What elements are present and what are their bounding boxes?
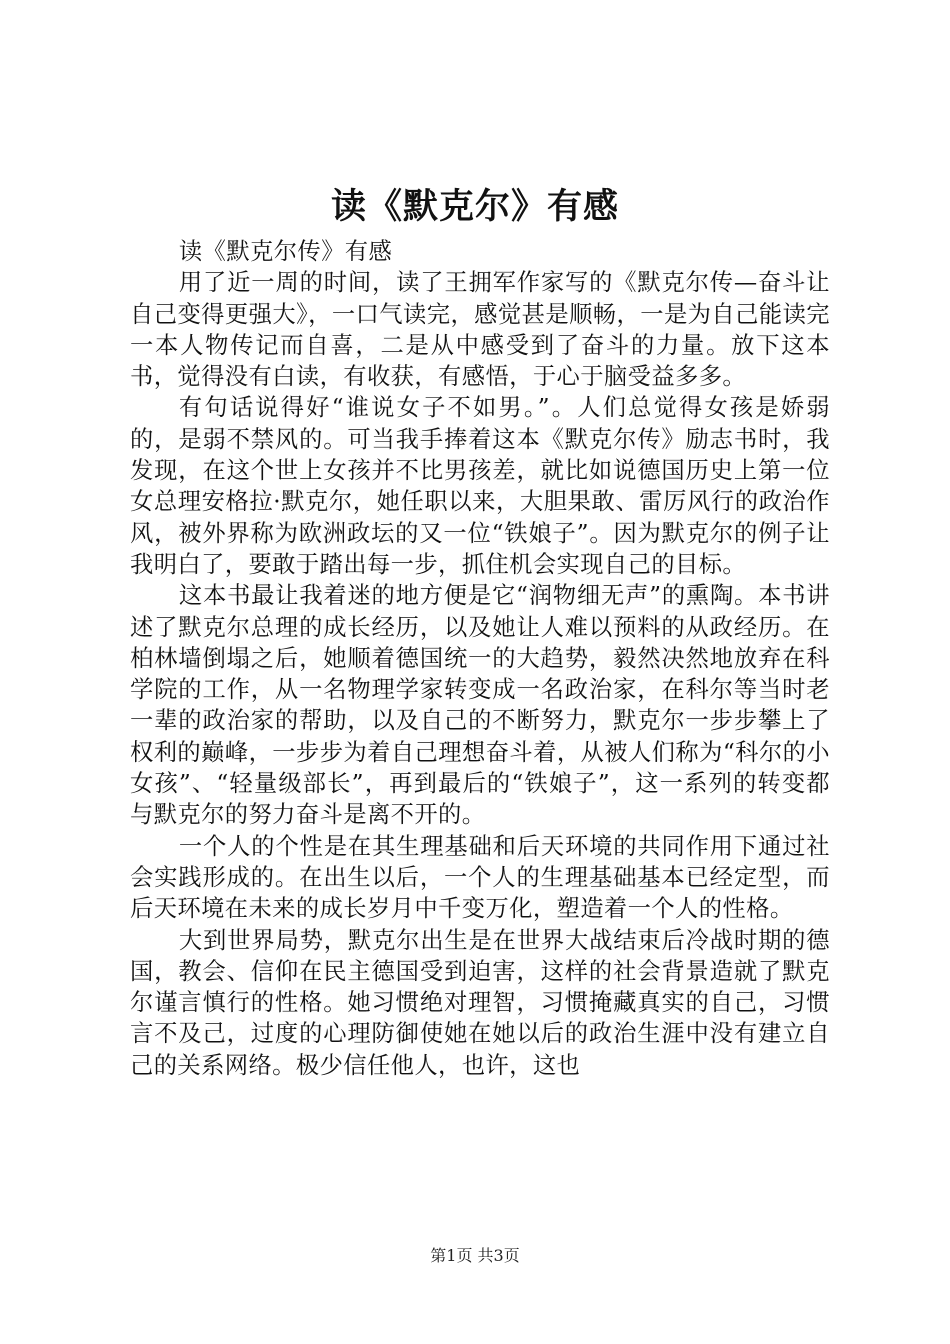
document-body: [130, 236, 830, 1081]
paragraph-subtitle: 读《默克尔传》有感: [178, 238, 393, 265]
paragraph: 用了近一周的时间，读了王拥军作家写的《默克尔传—奋斗让自己变得更强大》，一口气读完，感觉甚是顺畅，一是为自己能读完一本人物传记而自喜，二是从中感受到了奋斗的力量。放下这本书，觉得没有白读，有收获，有感悟，于心于脑受益多多。: [130, 269, 830, 391]
paragraph: 这本书最让我着迷的地方便是它“润物细无声”的熏陶。本书讲述了默克尔总理的成长经历，以及她让人难以预料的从政经历。在柏林墙倒塌之后，她顺着德国统一的大趋势，毅然决然地放弃在科学院的工作，从一名物理学家转变成一名政治家，在科尔等当时老一辈的政治家的帮助，以及自己的不断努力，默克尔一步步攀上了权利的巅峰，一步步为着自己理想奋斗着，从被人们称为“科尔的小女孩”、“轻量级部长”，再到最后的“铁娘子”，这一系列的转变都与默克尔的努力奋斗是离不开的。: [130, 582, 830, 829]
page-footer: 第1页 共3页: [430, 1246, 520, 1265]
paragraph: 一个人的个性是在其生理基础和后天环境的共同作用下通过社会实践形成的。在出生以后，一个人的生理基础基本已经定型，而后天环境在未来的成长岁月中千变万化，塑造着一个人的性格。: [130, 832, 830, 923]
paragraph: 有句话说得好“谁说女子不如男。”。人们总觉得女孩是娇弱的，是弱不禁风的。可当我手捧着这本《默克尔传》励志书时，我发现，在这个世上女孩并不比男孩差，就比如说德国历史上第一位女总理安格拉·默克尔，她任职以来，大胆果敢、雷厉风行的政治作风，被外界称为欧洲政坛的又一位“铁娘子”。因为默克尔的例子让我明白了，要敢于踏出每一步，抓住机会实现自己的目标。: [130, 394, 830, 578]
paragraph: 大到世界局势，默克尔出生是在世界大战结束后冷战时期的德国，教会、信仰在民主德国受到迫害，这样的社会背景造就了默克尔谨言慎行的性格。她习惯绝对理智，习惯掩藏真实的自己，习惯言不及己，过度的心理防御使她在她以后的政治生涯中没有建立自己的关系网络。极少信任他人，也许，这也: [130, 926, 830, 1079]
document-title: 读《默克尔》有感: [330, 186, 619, 227]
